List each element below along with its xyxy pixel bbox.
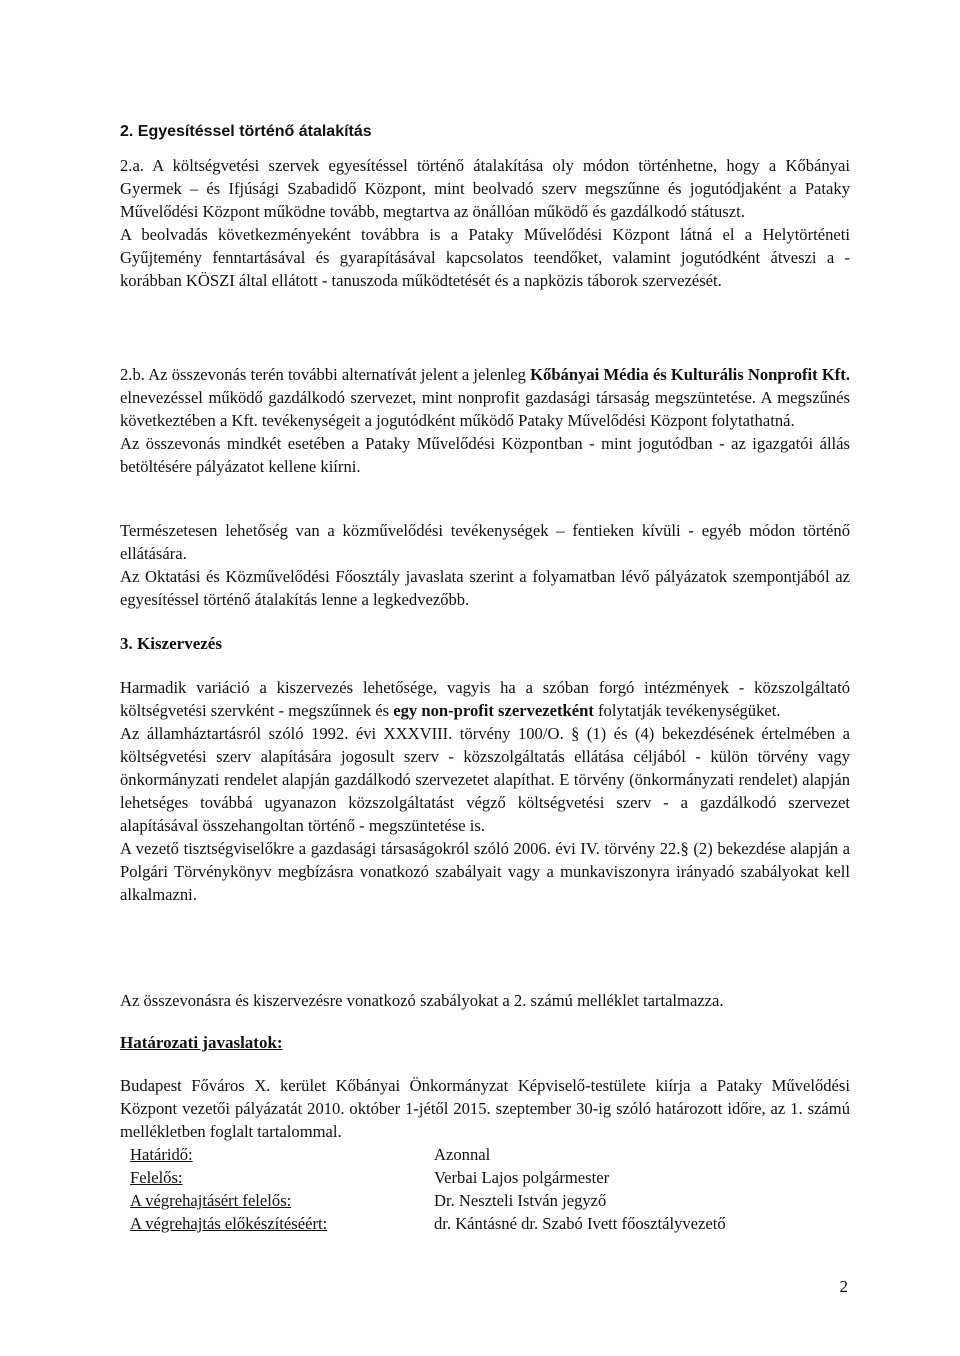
section-3-body [120,676,850,906]
nonprofit-bold: egy non-profit szervezetként [393,701,594,720]
paragraph-outsourcing-suffix: folytatják tevékenységüket. [593,701,781,720]
paragraph-2b-continued: Az összevonás mindkét esetében a Pataky Művelődési Központban - mint jogutódban - az igazgatói állás betöltésére pályázatot kellene kiírni. [120,434,850,476]
section-2c-body [120,519,850,611]
paragraph-2a: 2.a. A költségvetési szervek egyesítéssel történő átalakítása oly módon történhetne, hogy a Kőbányai Gyermek – és Ifjúsági Szabadidő Központ, mint beolvadó szerv megszűnne és jogutódjaként a Pataky Művelődési Központ működne tovább, megtartva az önállóan működő és gazdálkodó státuszt. [120,156,850,221]
section-2-heading: 2. Egyesítéssel történő átalakítás [120,123,372,140]
paragraph-outsourcing-prefix: Harmadik variáció a kiszervezés lehetősége, vagyis ha a szóban forgó intézmények - közszolgáltató költségvetési szervként - megszűnnek és [120,678,850,720]
deadline-value: Azonnal [434,1145,491,1164]
responsible-label: Felelős: [130,1168,183,1187]
deadline-label: Határidő: [130,1145,193,1164]
paragraph-outsourcing [120,676,850,722]
paragraph-executives: A vezető tisztségviselőkre a gazdasági társaságokról szóló 2006. évi IV. törvény 22.§ (2) bekezdése alapján a Polgári Törvénykönyv megbízásra vonatkozó szabályait vagy a munkaviszonyra irányadó szabályokat kell alkalmazni. [120,839,850,904]
resolution-heading-wrap [120,1031,850,1054]
paragraph-annex-reference: Az összevonásra és kiszervezésre vonatkozó szabályokat a 2. számú melléklet tartalmazza. [120,991,724,1010]
paragraph-law: Az államháztartásról szóló 1992. évi XXXVIII. törvény 100/O. § (1) és (4) bekezdésének értelmében a költségvetési szerv alapítására jogosult szerv - közszolgáltatás ellátása céljából - külön törvény vagy önkormányzati rendelet alapján gazdálkodó szervezetet alapíthat. E törvény (önkormányzati rendelet) alapján lehetséges továbbá ugyanazon közszolgáltatást végző költségvetési szerv - a gazdálkodó szervezet alapításával összehangoltan történő - megszüntetése is. [120,724,850,835]
resolution-text: Budapest Főváros X. kerület Kőbányai Önkormányzat Képviselő-testülete kiírja a Pataky Művelődési Központ vezetői pályázatát 2010. október 1-jétől 2015. szeptember 30-ig szóló határozott időre, az 1. számú mellékletben foglalt tartalommal. [120,1076,850,1141]
responsible-row [120,1143,850,1166]
resolution-heading: Határozati javaslatok: [120,1033,283,1052]
preparation-label: A végrehajtás előkészítéséért: [130,1214,328,1233]
paragraph-alternative: Természetesen lehetőség van a közművelődési tevékenységek – fentieken kívüli - egyéb módon történő ellátására. [120,521,850,563]
execution-responsible-label: A végrehajtásért felelős: [130,1191,292,1210]
section-2-body [120,154,850,292]
section-3-heading: 3. Kiszervezés [120,634,222,653]
company-name-bold: Kőbányai Média és Kulturális Nonprofit Kft. [530,365,850,384]
responsible-row [120,1212,850,1235]
preparation-value: dr. Kántásné dr. Szabó Ivett főosztályvezető [434,1214,726,1233]
paragraph-2b [120,363,850,432]
paragraph-recommendation: Az Oktatási és Közművelődési Főosztály javaslata szerint a folyamatban lévő pályázatok szempontjából az egyesítéssel történő átalakítás lenne a legkedvezőbb. [120,567,850,609]
paragraph-2a-continued: A beolvadás következményeként továbbra is a Pataky Művelődési Központ látná el a Helytörténeti Gyűjtemény fenntartásával és gyarapításával kapcsolatos teendőket, valamint jogutódként átveszi a - korábban KÖSZI által ellátott - tanuszoda működtetését és a napközis táborok szervezését. [120,225,850,290]
execution-responsible-value: Dr. Neszteli István jegyző [434,1191,607,1210]
page-number: 2 [839,1277,848,1296]
responsible-row [120,1166,850,1189]
paragraph-2b-suffix: elnevezéssel működő gazdálkodó szervezet, mint nonprofit gazdasági társaság megszüntetése. A megszűnés következtében a Kft. tevékenységeit a jogutódként működő Pataky Művelődési Központ folytathatná. [120,388,850,430]
paragraph-2b-prefix: 2.b. Az összevonás terén további alternatívát jelent a jelenleg [120,365,531,384]
responsible-row [120,1189,850,1212]
section-2b-body [120,363,850,478]
responsible-value: Verbai Lajos polgármester [434,1168,610,1187]
